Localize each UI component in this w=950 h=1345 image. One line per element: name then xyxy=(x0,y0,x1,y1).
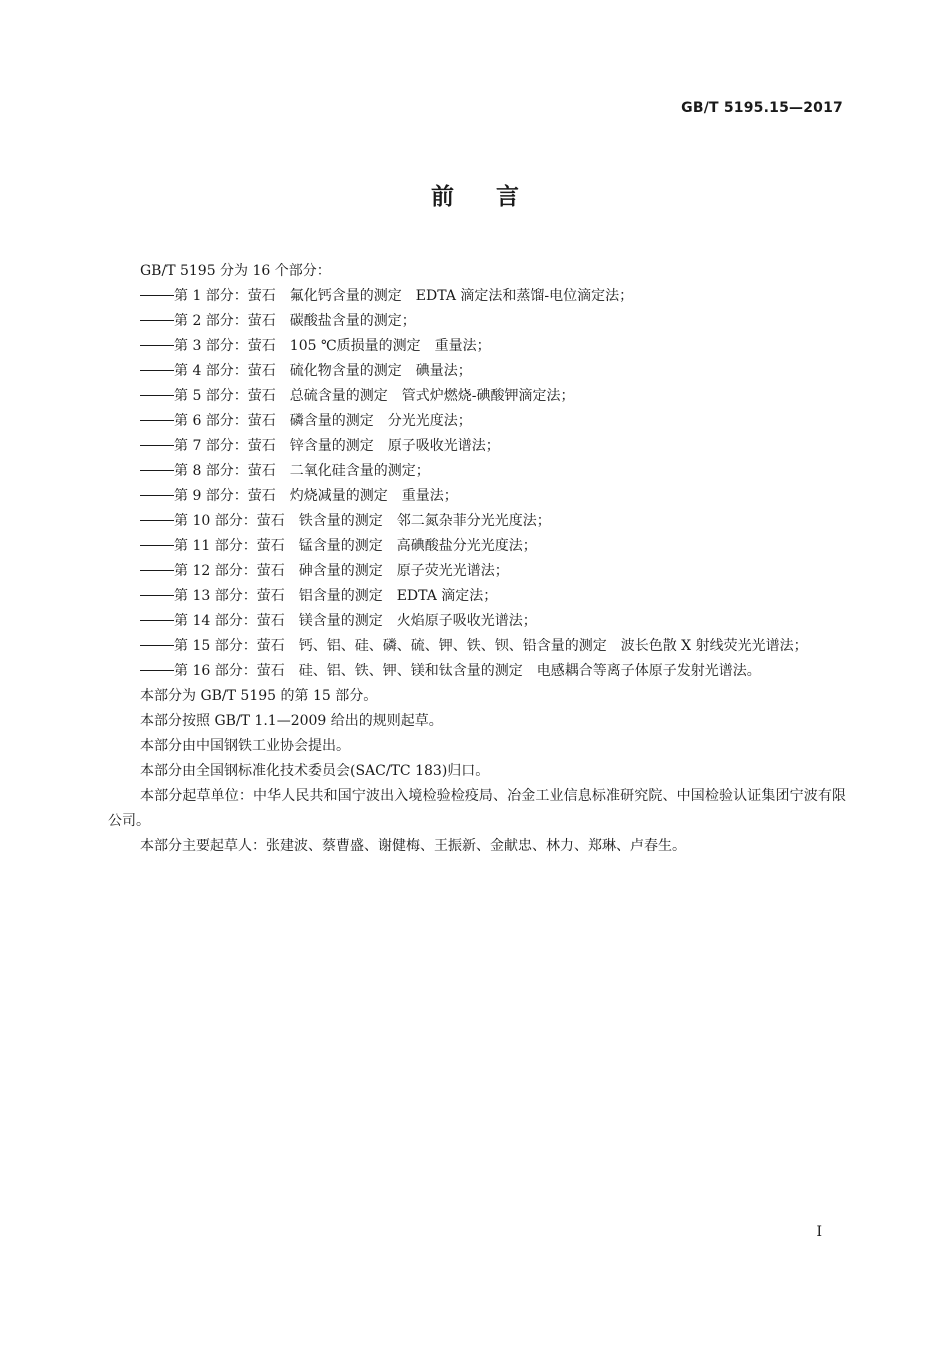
list-item-text: 第 8 部分：萤石 二氧化硅含量的测定； xyxy=(174,463,430,479)
list-item-text: 第 14 部分：萤石 镁含量的测定 火焰原子吸收光谱法； xyxy=(174,613,537,629)
list-item xyxy=(108,309,846,334)
dash-mark xyxy=(140,320,174,321)
list-item xyxy=(108,359,846,384)
list-item-text: 第 2 部分：萤石 碳酸盐含量的测定； xyxy=(174,313,416,329)
list-item-text: 第 16 部分：萤石 硅、铝、铁、钾、镁和钛含量的测定 电感耦合等离子体原子发射光谱法。 xyxy=(174,663,761,679)
dash-mark xyxy=(140,595,174,596)
drafting-units-statement: 本部分起草单位：中华人民共和国宁波出入境检验检疫局、冶金工业信息标准研究院、中国检验认证集团宁波有限公司。 xyxy=(108,788,846,829)
list-item xyxy=(108,559,846,584)
list-item xyxy=(108,284,846,309)
part-of-statement: 本部分为 GB/T 5195 的第 15 部分。 xyxy=(140,688,378,704)
list-item xyxy=(108,459,846,484)
dash-mark xyxy=(140,370,174,371)
page-number: I xyxy=(816,1224,822,1240)
intro-paragraph: GB/T 5195 分为 16 个部分： xyxy=(140,263,331,279)
list-item xyxy=(108,334,846,359)
list-item xyxy=(108,434,846,459)
dash-mark xyxy=(140,570,174,571)
dash-mark xyxy=(140,495,174,496)
list-item xyxy=(108,534,846,559)
drafting-rules-statement: 本部分按照 GB/T 1.1—2009 给出的规则起草。 xyxy=(140,713,443,729)
dash-mark xyxy=(140,395,174,396)
dash-mark xyxy=(140,470,174,471)
list-item xyxy=(108,659,846,684)
dash-mark xyxy=(140,620,174,621)
proposed-by-statement: 本部分由中国钢铁工业协会提出。 xyxy=(140,738,350,754)
list-item xyxy=(108,584,846,609)
main-drafters-statement: 本部分主要起草人：张建波、蔡曹盛、谢健梅、王振新、金献忠、林力、郑琳、卢春生。 xyxy=(140,838,686,854)
list-item xyxy=(108,384,846,409)
dash-mark xyxy=(140,545,174,546)
jurisdiction-statement: 本部分由全国钢标准化技术委员会(SAC/TC 183)归口。 xyxy=(140,763,490,779)
dash-mark xyxy=(140,445,174,446)
dash-mark xyxy=(140,420,174,421)
list-item-text: 第 12 部分：萤石 砷含量的测定 原子荧光光谱法； xyxy=(174,563,509,579)
dash-mark xyxy=(140,295,174,296)
list-item-text: 第 3 部分：萤石 105 ℃质损量的测定 重量法； xyxy=(174,338,491,354)
standard-number: GB/T 5195.15—2017 xyxy=(681,100,843,116)
list-item-text: 第 9 部分：萤石 灼烧减量的测定 重量法； xyxy=(174,488,458,504)
list-item xyxy=(108,509,846,534)
list-item-text: 第 13 部分：萤石 铝含量的测定 EDTA 滴定法； xyxy=(174,588,498,604)
list-item xyxy=(108,634,846,659)
dash-mark xyxy=(140,670,174,671)
dash-mark xyxy=(140,345,174,346)
parts-list xyxy=(108,284,846,684)
list-item-text: 第 4 部分：萤石 硫化物含量的测定 碘量法； xyxy=(174,363,472,379)
list-item-text: 第 1 部分：萤石 氟化钙含量的测定 EDTA 滴定法和蒸馏-电位滴定法； xyxy=(174,288,634,304)
list-item-text: 第 15 部分：萤石 钙、铝、硅、磷、硫、钾、铁、钡、铅含量的测定 波长色散 X 射线荧光光谱法； xyxy=(174,638,808,654)
list-item xyxy=(108,484,846,509)
page-title: 前言 xyxy=(431,184,561,210)
dash-mark xyxy=(140,645,174,646)
list-item-text: 第 5 部分：萤石 总硫含量的测定 管式炉燃烧-碘酸钾滴定法； xyxy=(174,388,575,404)
list-item-text: 第 6 部分：萤石 磷含量的测定 分光光度法； xyxy=(174,413,472,429)
foreword-body xyxy=(108,259,846,859)
list-item-text: 第 7 部分：萤石 锌含量的测定 原子吸收光谱法； xyxy=(174,438,500,454)
list-item-text: 第 11 部分：萤石 锰含量的测定 高碘酸盐分光光度法； xyxy=(174,538,537,554)
list-item-text: 第 10 部分：萤石 铁含量的测定 邻二氮杂菲分光光度法； xyxy=(174,513,551,529)
list-item xyxy=(108,409,846,434)
list-item xyxy=(108,609,846,634)
dash-mark xyxy=(140,520,174,521)
